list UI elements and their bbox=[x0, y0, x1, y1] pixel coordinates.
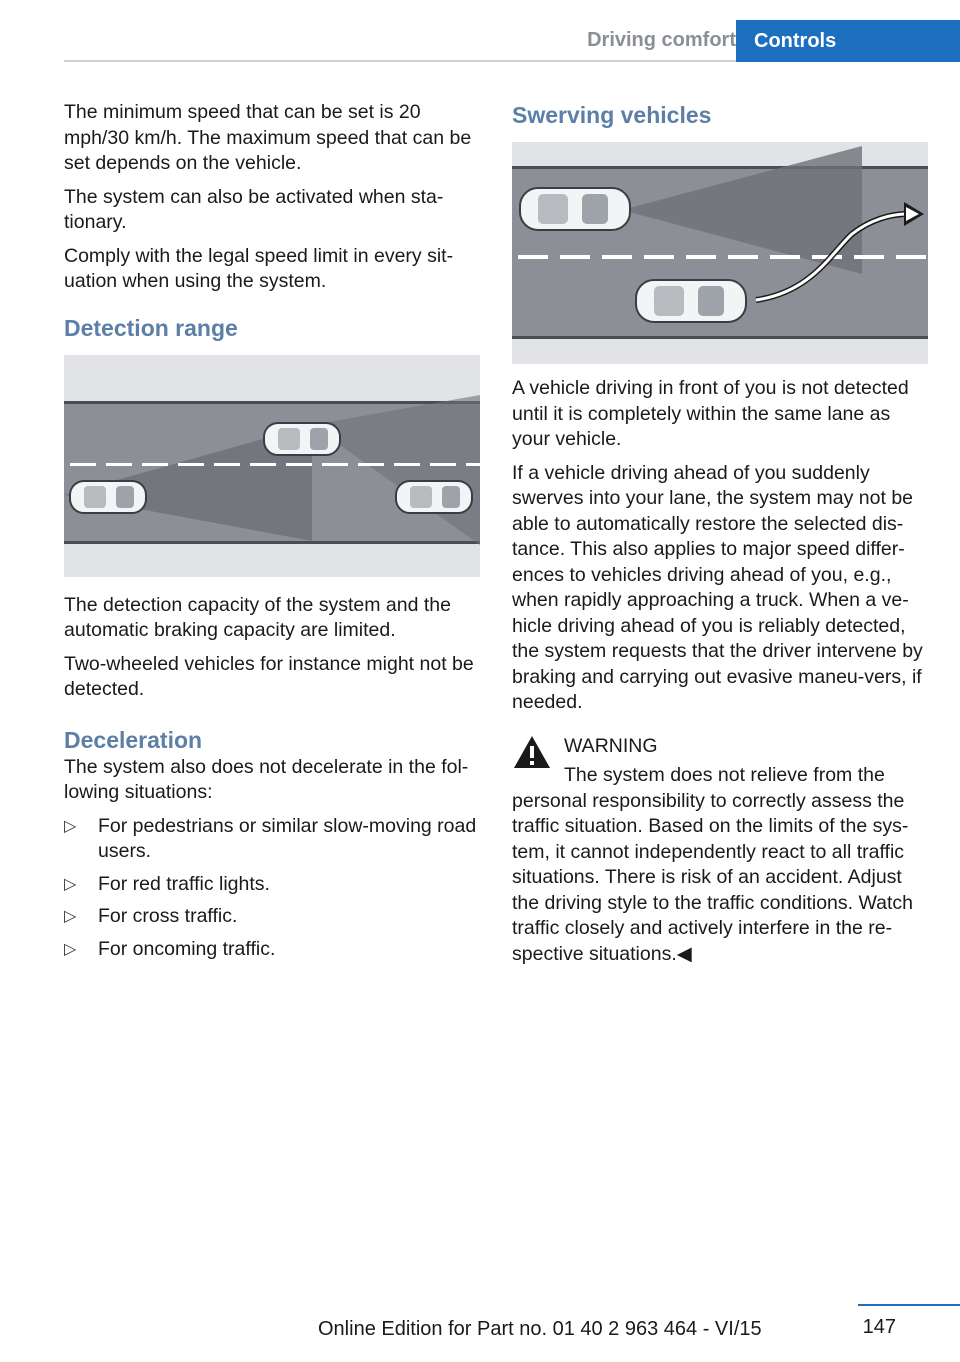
detection-range-heading: Detection range bbox=[64, 314, 238, 341]
swerving-vehicles-figure bbox=[512, 142, 928, 364]
intro-paragraph: The system can also be activated when sta‐tionary. bbox=[64, 185, 444, 233]
warning-block bbox=[512, 734, 928, 968]
list-item bbox=[64, 814, 480, 865]
car-icon bbox=[636, 280, 746, 322]
warning-triangle-icon bbox=[512, 734, 552, 770]
list-item bbox=[64, 904, 480, 930]
deceleration-intro: The system also does not decelerate in the fol‐lowing situations: bbox=[64, 755, 469, 803]
deceleration-heading: Deceleration bbox=[64, 726, 203, 753]
deceleration-list bbox=[64, 814, 480, 963]
list-item-text: For red traffic lights. bbox=[98, 872, 270, 895]
car-icon bbox=[520, 188, 630, 230]
bullet-triangle-icon: ▷ bbox=[64, 875, 77, 893]
swerving-vehicles-illustration bbox=[512, 142, 928, 364]
footer-edition: Online Edition for Part no. 01 40 2 963 464 - VI/15 bbox=[318, 1318, 762, 1340]
bullet-triangle-icon: ▷ bbox=[64, 940, 77, 958]
page-number: 147 bbox=[862, 1316, 896, 1338]
list-item bbox=[64, 937, 480, 963]
intro-paragraph: Comply with the legal speed limit in every sit‐uation when using the system. bbox=[64, 244, 454, 292]
car-icon bbox=[396, 481, 472, 513]
detection-paragraph: Two-wheeled vehicles for instance might not be detected. bbox=[64, 652, 474, 700]
car-icon bbox=[264, 423, 340, 455]
detection-range-illustration bbox=[64, 355, 480, 577]
swerving-vehicles-heading: Swerving vehicles bbox=[512, 102, 712, 128]
list-item-text: For oncoming traffic. bbox=[98, 937, 276, 960]
intro-paragraph: The minimum speed that can be set is 20 mph/30 km/h. The maximum speed that can be set depends on the vehicle. bbox=[64, 101, 472, 174]
swerving-paragraph: If a vehicle driving ahead of you suddenly swerves into your lane, the system may not be able to automatically restore the selected dis‐tance. This also applies to major speed differ‐ences to vehicles driving ahead of you, e.g., when rapidly approaching a truck. When a ve‐hicle driving ahead of you is reliably detected, the system requests that the driver intervene by braking and carrying out evasive maneu‐vers, if needed. bbox=[512, 461, 923, 713]
list-item-text: For cross traffic. bbox=[98, 905, 238, 927]
left-column bbox=[64, 100, 480, 969]
warning-title: WARNING bbox=[564, 734, 658, 757]
warning-text: The system does not relieve from the personal responsibility to correctly assess the traffic situation. Based on the limits of the sys‐tem, it cannot independently react to all traffic situations. There is risk of an accident. Adjust the driving style to the traffic conditions. Watch traffic closely and actively interfere in the re‐spective situations.◀ bbox=[512, 764, 914, 965]
list-item-text: For pedestrians or similar slow-moving road users. bbox=[98, 814, 477, 862]
right-column bbox=[512, 100, 928, 975]
bullet-triangle-icon: ▷ bbox=[64, 817, 77, 835]
car-icon bbox=[70, 481, 146, 513]
detection-paragraph: The detection capacity of the system and the automatic braking capacity are limited. bbox=[64, 593, 451, 641]
detection-range-figure bbox=[64, 355, 480, 577]
page-header bbox=[0, 0, 960, 62]
list-item bbox=[64, 872, 480, 898]
bullet-triangle-icon: ▷ bbox=[64, 908, 77, 925]
swerving-paragraph: A vehicle driving in front of you is not detected until it is completely within the same lane as your vehicle. bbox=[512, 377, 909, 450]
header-chapter-tab: Controls bbox=[736, 20, 960, 62]
header-section-title: Driving comfort bbox=[587, 29, 736, 51]
footer-rule bbox=[858, 1304, 960, 1306]
